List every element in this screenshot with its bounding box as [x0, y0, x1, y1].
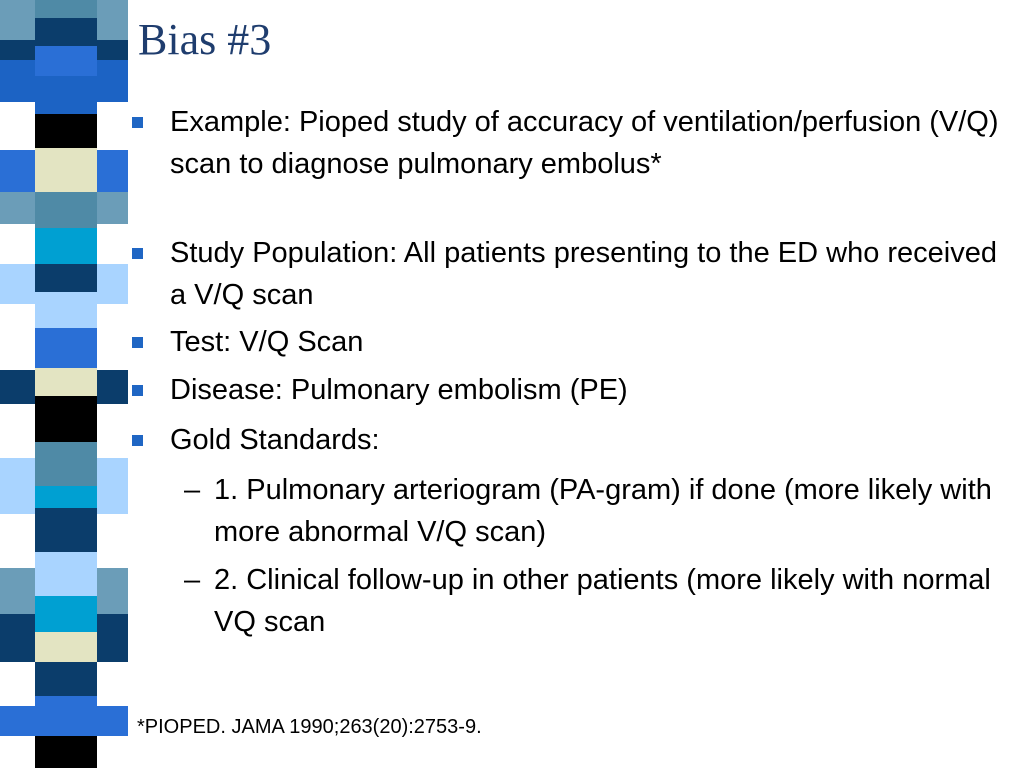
stripe-block [35, 508, 97, 552]
bullet-text: Disease: Pulmonary embolism (PE) [170, 374, 628, 406]
stripe-block [35, 632, 97, 662]
stripe-block [35, 396, 97, 442]
stripe-block [35, 264, 97, 292]
bullet-text: Study Population: All patients presenting to the ED who received a V/Q scan [170, 237, 998, 311]
bullet-item [170, 369, 1000, 411]
stripe-block [35, 552, 97, 596]
stripe-block [35, 696, 97, 736]
square-bullet-icon [132, 385, 143, 396]
square-bullet-icon [132, 248, 143, 259]
stripe-block [35, 46, 97, 76]
stripe-block [35, 18, 97, 46]
sub-bullet-item [184, 469, 1004, 553]
stripe-block [35, 736, 97, 768]
stripe-block [35, 442, 97, 486]
square-bullet-icon [132, 435, 143, 446]
bullet-item [170, 419, 1000, 461]
stripe-block [35, 292, 97, 328]
stripe-block [35, 192, 97, 228]
sub-bullet-item [184, 559, 1004, 643]
dash-bullet: – [184, 474, 201, 506]
square-bullet-icon [132, 117, 143, 128]
bullet-text: Test: V/Q Scan [170, 326, 364, 358]
bullet-item [170, 321, 1000, 363]
stripe-block [35, 662, 97, 696]
sub-bullet-text: 1. Pulmonary arteriogram (PA-gram) if done (more likely with more abnormal V/Q scan) [214, 474, 992, 548]
stripe-block [35, 228, 97, 264]
bullet-text: Example: Pioped study of accuracy of ventilation/perfusion (V/Q) scan to diagnose pulmonary embolus* [170, 106, 999, 180]
stripe-block [35, 596, 97, 632]
dash-bullet: – [184, 564, 201, 596]
square-bullet-icon [132, 337, 143, 348]
stripe-block [35, 486, 97, 508]
stripe-block [35, 0, 97, 18]
stripe-block [35, 114, 97, 148]
footnote: *PIOPED. JAMA 1990;263(20):2753-9. [137, 716, 482, 738]
bullet-item [170, 101, 1000, 185]
stripe-block [35, 148, 97, 192]
sub-bullet-text: 2. Clinical follow-up in other patients (more likely with normal VQ scan [214, 564, 991, 638]
slide-title: Bias #3 [138, 15, 272, 64]
stripe-block [35, 368, 97, 396]
stripe-block [35, 328, 97, 368]
bullet-item [170, 232, 1000, 316]
bullet-text: Gold Standards: [170, 424, 380, 456]
decorative-stripe [0, 0, 128, 768]
stripe-block [35, 76, 97, 114]
